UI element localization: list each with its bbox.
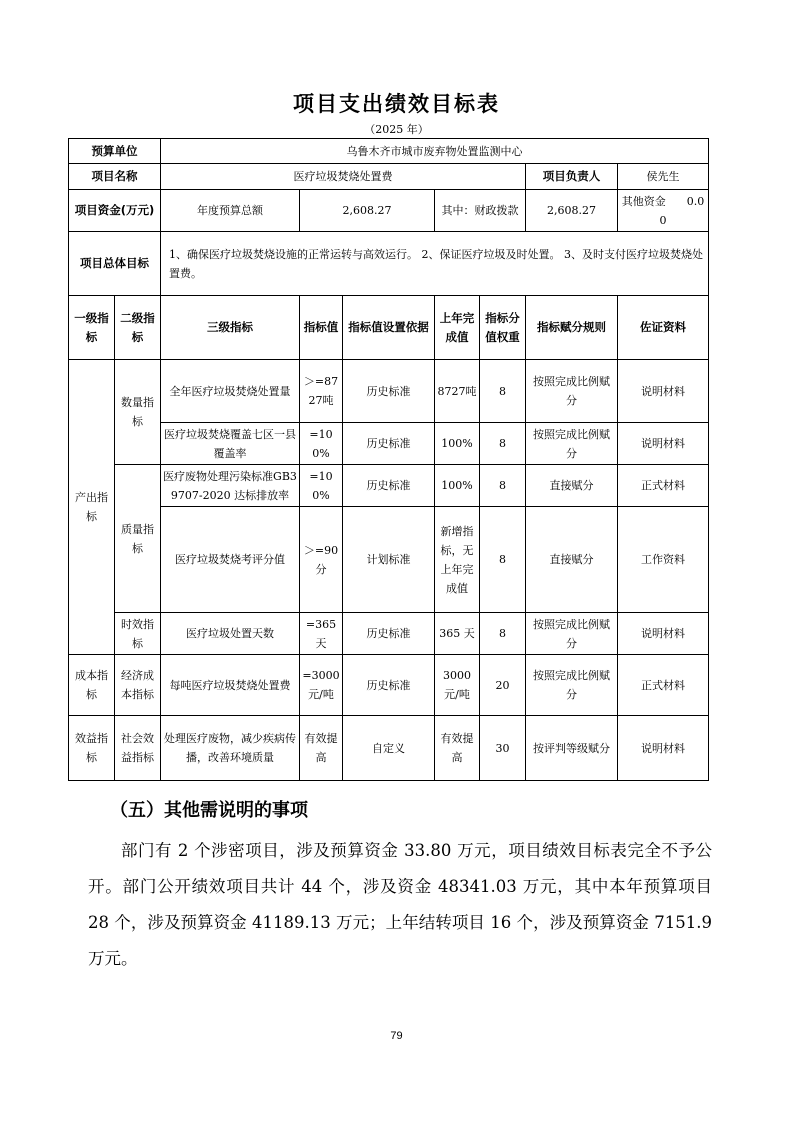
table-title: 项目支出绩效目标表 [293,92,500,116]
budget-unit-label: 预算单位 [69,139,161,164]
row-last: 100% [435,465,480,507]
level1-cost: 成本指标 [69,655,115,716]
level2-social-benefit: 社会效益指标 [115,716,161,781]
row-rule: 直接赋分 [526,507,618,613]
level2-timeliness: 时效指标 [115,613,161,655]
row-rule: 按照完成比例赋分 [526,360,618,423]
row-value: =365天 [300,613,343,655]
row-evidence: 正式材料 [618,655,709,716]
row-evidence: 说明材料 [618,613,709,655]
header-weight: 指标分值权重 [480,296,526,360]
row-weight: 8 [480,507,526,613]
row-last: 3000元/吨 [435,655,480,716]
header-target-value: 指标值 [300,296,343,360]
project-name-label: 项目名称 [69,164,161,190]
project-name-value: 医疗垃圾焚烧处置费 [161,164,526,190]
row-name: 医疗垃圾焚烧考评分值 [161,507,300,613]
header-last-year: 上年完成值 [435,296,480,360]
row-last: 365 天 [435,613,480,655]
project-owner-label: 项目负责人 [526,164,618,190]
row-name: 医疗垃圾焚烧覆盖七区一县覆盖率 [161,423,300,465]
project-funds-label: 项目资金(万元) [69,190,161,232]
row-last: 有效提高 [435,716,480,781]
row-basis: 计划标准 [343,507,435,613]
row-basis: 自定义 [343,716,435,781]
row-name: 全年医疗垃圾焚烧处置量 [161,360,300,423]
overall-goal-value: 1、确保医疗垃圾焚烧设施的正常运转与高效运行。 2、保证医疗垃圾及时处置。 3、及时支付医疗垃圾焚烧处置费。 [161,232,709,296]
header-rule: 指标赋分规则 [526,296,618,360]
other-funds-label: 其他资金 [621,194,666,208]
row-rule: 按照完成比例赋分 [526,613,618,655]
header-evidence: 佐证资料 [618,296,709,360]
row-rule: 按照完成比例赋分 [526,423,618,465]
row-evidence: 说明材料 [618,423,709,465]
row-value: =3000元/吨 [300,655,343,716]
header-level3: 三级指标 [161,296,300,360]
row-basis: 历史标准 [343,465,435,507]
row-name: 医疗垃圾处置天数 [161,613,300,655]
overall-goal-label: 项目总体目标 [69,232,161,296]
row-weight: 8 [480,360,526,423]
row-value: ＞=8727吨 [300,360,343,423]
budget-unit-value: 乌鲁木齐市城市废弃物处置监测中心 [161,139,709,164]
row-value: 有效提高 [300,716,343,781]
fiscal-label: 其中：财政拨款 [435,190,526,232]
row-rule: 按评判等级赋分 [526,716,618,781]
level2-quality: 质量指标 [115,465,161,613]
fiscal-value: 2,608.27 [526,190,618,232]
project-owner-value: 侯先生 [618,164,709,190]
row-weight: 20 [480,655,526,716]
section-heading: （五）其他需说明的事项 [110,800,308,821]
table-year: （2025 年） [364,123,429,136]
row-last: 100% [435,423,480,465]
row-rule: 直接赋分 [526,465,618,507]
annual-total-value: 2,608.27 [300,190,435,232]
row-last: 新增指标，无上年完成值 [435,507,480,613]
row-basis: 历史标准 [343,613,435,655]
row-basis: 历史标准 [343,360,435,423]
page-number: 79 [390,1030,403,1042]
row-last: 8727吨 [435,360,480,423]
row-weight: 8 [480,613,526,655]
row-name: 医疗废物处理污染标准GB39707-2020 达标排放率 [161,465,300,507]
other-funds-cell [618,190,709,232]
row-rule: 按照完成比例赋分 [526,655,618,716]
row-evidence: 正式材料 [618,465,709,507]
row-value: ＞=90分 [300,507,343,613]
row-value: =100% [300,465,343,507]
annual-total-label: 年度预算总额 [161,190,300,232]
level2-quantity: 数量指标 [115,360,161,465]
level1-benefit: 效益指标 [69,716,115,781]
row-name: 每吨医疗垃圾焚烧处置费 [161,655,300,716]
level2-economic-cost: 经济成本指标 [115,655,161,716]
level1-output: 产出指标 [69,360,115,655]
header-level2: 二级指标 [115,296,161,360]
row-evidence: 工作资料 [618,507,709,613]
row-name: 处理医疗废物，减少疾病传播，改善环境质量 [161,716,300,781]
row-basis: 历史标准 [343,423,435,465]
row-evidence: 说明材料 [618,360,709,423]
performance-table [68,138,709,781]
section-paragraph: 部门有 2 个涉密项目，涉及预算资金 33.80 万元，项目绩效目标表完全不予公开。部门公开绩效项目共计 44 个，涉及资金 48341.03 万元，其中本年预算项目 28 个，涉及预算资金 41189.13 万元；上年结转项目 16 个，涉及预算资金 7151.9 万元。 [88,841,712,968]
row-evidence: 说明材料 [618,716,709,781]
row-value: =100% [300,423,343,465]
header-basis: 指标值设置依据 [343,296,435,360]
row-weight: 30 [480,716,526,781]
row-weight: 8 [480,423,526,465]
header-level1: 一级指标 [69,296,115,360]
row-basis: 历史标准 [343,655,435,716]
row-weight: 8 [480,465,526,507]
other-funds-value: 0.00 [659,194,705,227]
